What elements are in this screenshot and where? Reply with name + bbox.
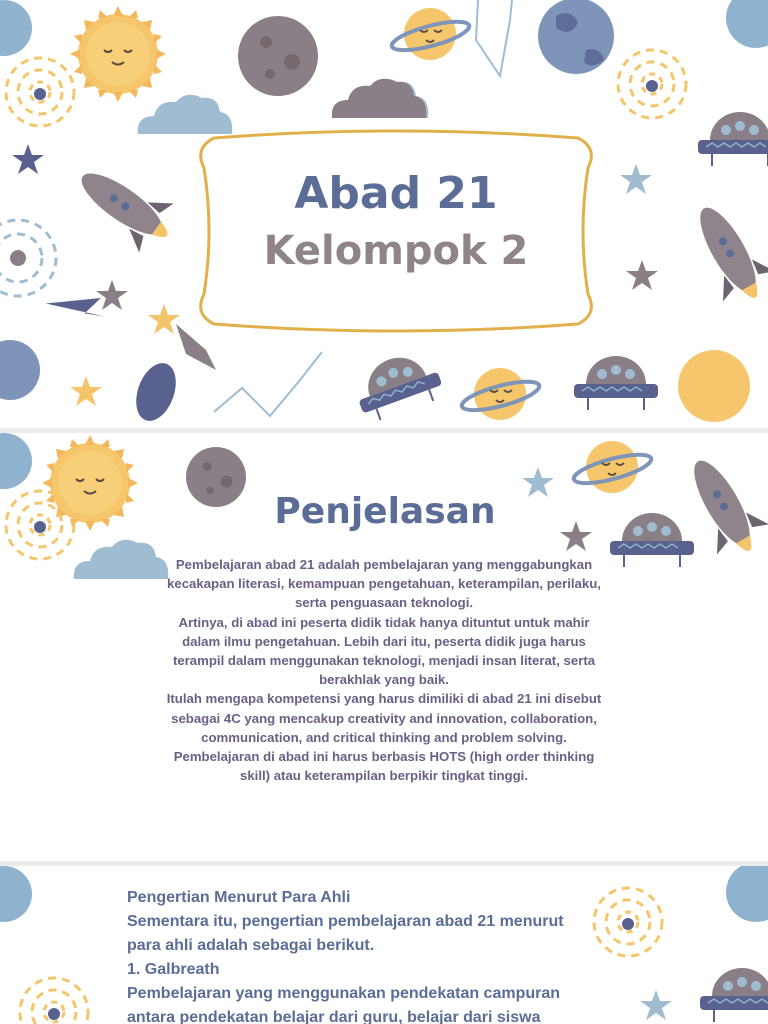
orbit-icon — [6, 58, 74, 126]
planet-icon — [726, 866, 768, 922]
ring-planet-icon — [389, 8, 471, 60]
cloud-icon — [74, 540, 168, 579]
ufo-icon — [349, 345, 446, 424]
page-subtitle: Kelompok 2 — [263, 228, 529, 274]
planet-icon — [0, 340, 40, 400]
orbit-icon — [6, 491, 74, 559]
planet-icon — [0, 0, 32, 56]
explanation-body — [164, 555, 604, 785]
planet-icon — [678, 350, 750, 422]
constellation-icon — [214, 352, 322, 416]
experts-text — [127, 886, 597, 1024]
ufo-icon — [698, 112, 768, 166]
cover-page — [0, 0, 768, 428]
text-line: Pengertian Menurut Para Ahli — [127, 889, 351, 906]
star-icon — [70, 376, 102, 406]
text-line: para ahli adalah sebagai berikut. — [127, 937, 375, 954]
star-icon — [148, 304, 180, 334]
orbit-icon — [594, 888, 662, 956]
rocket-icon — [65, 152, 184, 260]
ufo-icon — [610, 513, 694, 567]
planet-icon — [538, 0, 614, 74]
star-icon — [96, 280, 128, 310]
paragraph: Artinya, di abad ini peserta didik tidak hanya dituntut untuk mahir dalam ilmu pengetahuan. Lebih dari itu, peserta didik juga harus terampil dalam menggunakan teknologi, menjadi insan literat, serta berakhlak yang baik. — [172, 614, 596, 688]
sun-icon — [70, 6, 166, 102]
planet-icon — [0, 433, 32, 489]
star-icon — [626, 260, 658, 290]
experts-page — [0, 866, 768, 1024]
ring-planet-icon — [459, 368, 541, 420]
section-heading: Penjelasan — [274, 491, 496, 532]
planet-icon — [0, 866, 32, 922]
text-line: antara pendekatan belajar dari guru, belajar dari siswa — [127, 1009, 541, 1024]
star-icon — [640, 990, 672, 1020]
ring-planet-icon — [571, 441, 653, 493]
paragraph: Pembelajaran di abad ini harus berbasis HOTS (high order thinking skill) atau keterampilan berpikir tingkat tinggi. — [173, 749, 595, 784]
orbit-icon — [0, 220, 56, 296]
paragraph: Itulah mengapa kompetensi yang harus dimiliki di abad 21 ini disebut sebagai 4C yang mencakup creativity and innovation, collaboration, communication, and critical thinking and problem solving. — [166, 691, 602, 745]
star-icon — [12, 144, 44, 174]
text-line: Sementara itu, pengertian pembelajaran abad 21 menurut — [127, 913, 564, 930]
planet-icon — [726, 0, 768, 48]
orbit-icon — [618, 50, 686, 118]
ufo-icon — [574, 356, 658, 410]
rocket-icon — [678, 193, 768, 312]
text-line: 1. Galbreath — [127, 961, 220, 978]
page-title: Abad 21 — [294, 168, 498, 219]
explanation-page — [0, 433, 768, 861]
text-line: Pembelajaran yang menggunakan pendekatan campuran — [127, 985, 561, 1002]
ufo-icon — [700, 968, 768, 1022]
planet-icon — [238, 16, 318, 96]
sun-icon — [42, 435, 138, 531]
orbit-icon — [20, 978, 88, 1024]
star-icon — [620, 164, 652, 194]
paragraph: Pembelajaran abad 21 adalah pembelajaran yang menggabungkan kecakapan literasi, kemampuan pengetahuan, keterampilan, perilaku, serta penguasaan teknologi. — [167, 557, 601, 611]
